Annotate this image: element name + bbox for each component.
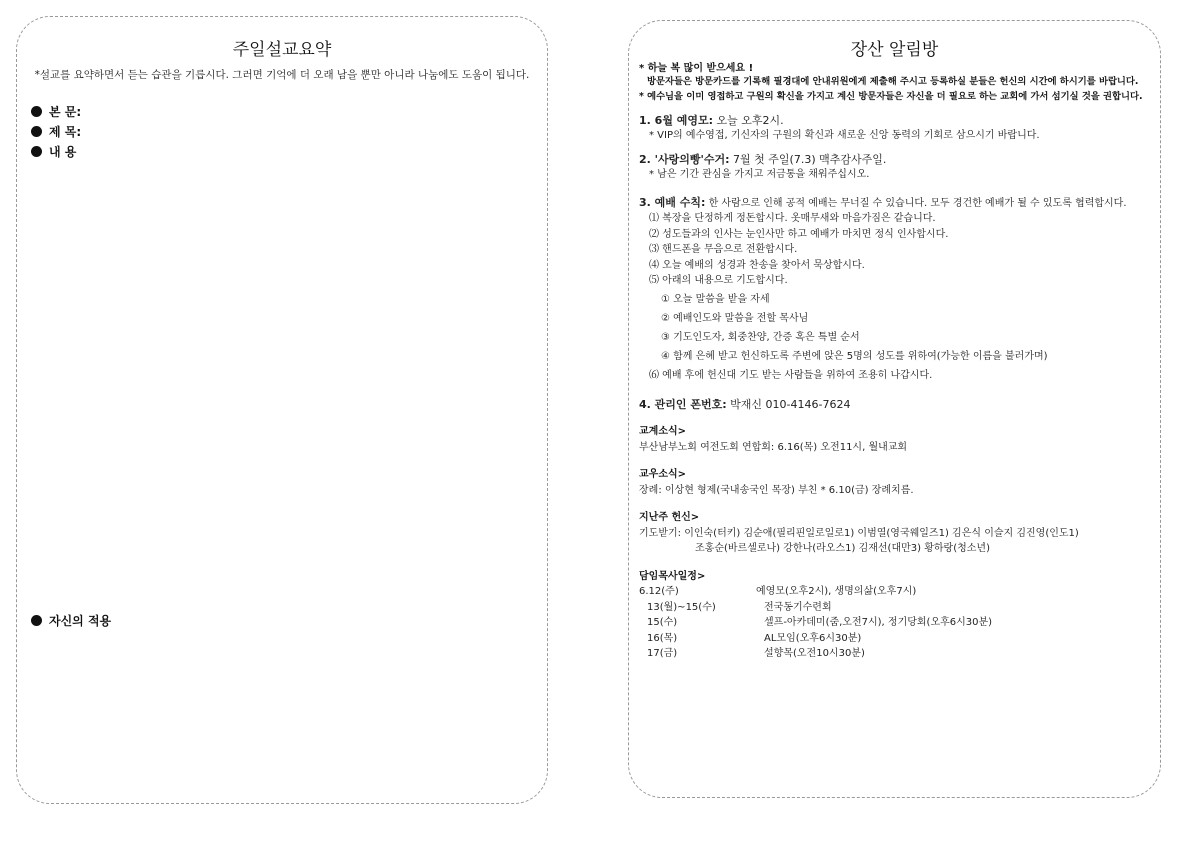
notice-3: 3. 예배 수칙: 한 사람으로 인해 공적 예배는 무너질 수 있습니다. 모두 경건한 예배가 될 수 있도록 협력합시다. [639, 195, 1127, 209]
sermon-note: *설교를 요약하면서 듣는 습관을 기릅시다. 그러면 기억에 더 오래 남을 뿐만 아니라 나눔에도 도움이 됩니다. [34, 69, 530, 81]
welcome-line: 방문자들은 방문카드를 기록해 필경대에 안내위원에게 제출해 주시고 등록하실 분들은 헌신의 시간에 하시기를 바랍니다. [647, 75, 1139, 87]
section-body: 조홍순(바르셀로나) 강한나(라오스1) 김재선(대만3) 황하랑(청소년) [695, 543, 990, 554]
section-heading: 지난주 헌신> [639, 512, 700, 523]
schedule-row: 6.12(주) 예영모(오후2시), 생명의삶(오후7시) [639, 586, 917, 597]
announcements-content [639, 61, 1154, 662]
sermon-summary-panel [16, 16, 548, 804]
bullet-icon [31, 106, 42, 117]
panel-title: 장산 알림방 [850, 40, 939, 60]
notice-1: 1. 6월 예영모: 오늘 오후2시. [639, 113, 784, 127]
section-body: 기도받기: 이인숙(터키) 김순애(필리핀일로일로1) 이범열(영국웨일즈1) 김은식 이슬지 김진영(인도1) [639, 527, 1079, 539]
section-body: 부산남부노회 여전도회 연합회: 6.16(목) 오전11시, 월내교회 [639, 441, 908, 453]
notice-1-detail: * VIP의 예수영접, 기신자의 구원의 확신과 새로운 신앙 동력의 기회로 삼으시기 바랍니다. [649, 130, 1040, 141]
notice-2-detail: * 남은 기간 관심을 가지고 저금통을 채워주십시오. [649, 169, 870, 180]
schedule-row: 15(수) 셀프-아카데미(줌,오전7시), 정기당회(오후6시30분) [647, 617, 993, 628]
prayer-line: ① 오늘 말씀을 받을 자세 [661, 293, 770, 305]
title-item: 제 목: [31, 123, 81, 140]
welcome-line: * 하늘 복 많이 받으세요 ! [639, 63, 754, 74]
section-heading: 교계소식> [639, 426, 687, 437]
notice-2: 2. '사랑의빵'수거: 7월 첫 주일(7.3) 맥추감사주일. [639, 152, 887, 166]
notice-4: 4. 관리인 폰번호: 박재신 010-4146-7624 [639, 397, 851, 411]
bullet-icon [31, 146, 42, 157]
schedule-row: 13(월)~15(수) 전국동기수련회 [647, 601, 832, 613]
prayer-line: ③ 기도인도자, 회중찬양, 간증 혹은 특별 순서 [661, 331, 860, 343]
panel-title: 주일설교요약 [232, 40, 332, 60]
rule-line: ⑸ 아래의 내용으로 기도합시다. [649, 275, 788, 286]
bullet-icon [31, 126, 42, 137]
rule-line: ⑹ 예배 후에 헌신대 기도 받는 사람들을 위하여 조용히 나갑시다. [649, 369, 933, 381]
section-body: 장례: 이상현 형제(국내송국인 목장) 부친 * 6.10(금) 장례치름. [639, 484, 914, 496]
scripture-item: 본 문: [31, 103, 81, 120]
welcome-line: * 예수님을 이미 영접하고 구원의 확신을 가지고 계신 방문자들은 자신을 더 필요로 하는 교회에 가서 섬기실 것을 권합니다. [639, 91, 1143, 102]
schedule-row: 17(금) 설향목(오전10시30분) [647, 648, 865, 659]
announcements-panel [628, 20, 1161, 798]
section-heading: 교우소식> [639, 469, 687, 480]
prayer-line: ④ 함께 은혜 받고 헌신하도록 주변에 앉은 5명의 성도를 위하여(가능한 이름을 불러가며) [661, 350, 1048, 362]
rule-line: ⑴ 복장을 단정하게 정돈합시다. 옷매무새와 마음가짐은 같습니다. [649, 213, 936, 224]
bullet-icon [31, 615, 42, 626]
prayer-line: ② 예배인도와 말씀을 전할 목사님 [661, 312, 809, 324]
content-item: 내 용 [31, 143, 76, 160]
rule-line: ⑶ 핸드폰을 무음으로 전환합시다. [649, 244, 798, 255]
schedule-row: 16(목) AL모임(오후6시30분) [647, 632, 862, 644]
section-heading: 담임목사일정> [639, 570, 706, 582]
application-item: 자신의 적용 [31, 612, 111, 629]
rule-line: ⑷ 오늘 예배의 성경과 찬송을 찾아서 묵상합시다. [649, 259, 865, 271]
rule-line: ⑵ 성도들과의 인사는 눈인사만 하고 예배가 마치면 정식 인사합시다. [649, 228, 949, 240]
